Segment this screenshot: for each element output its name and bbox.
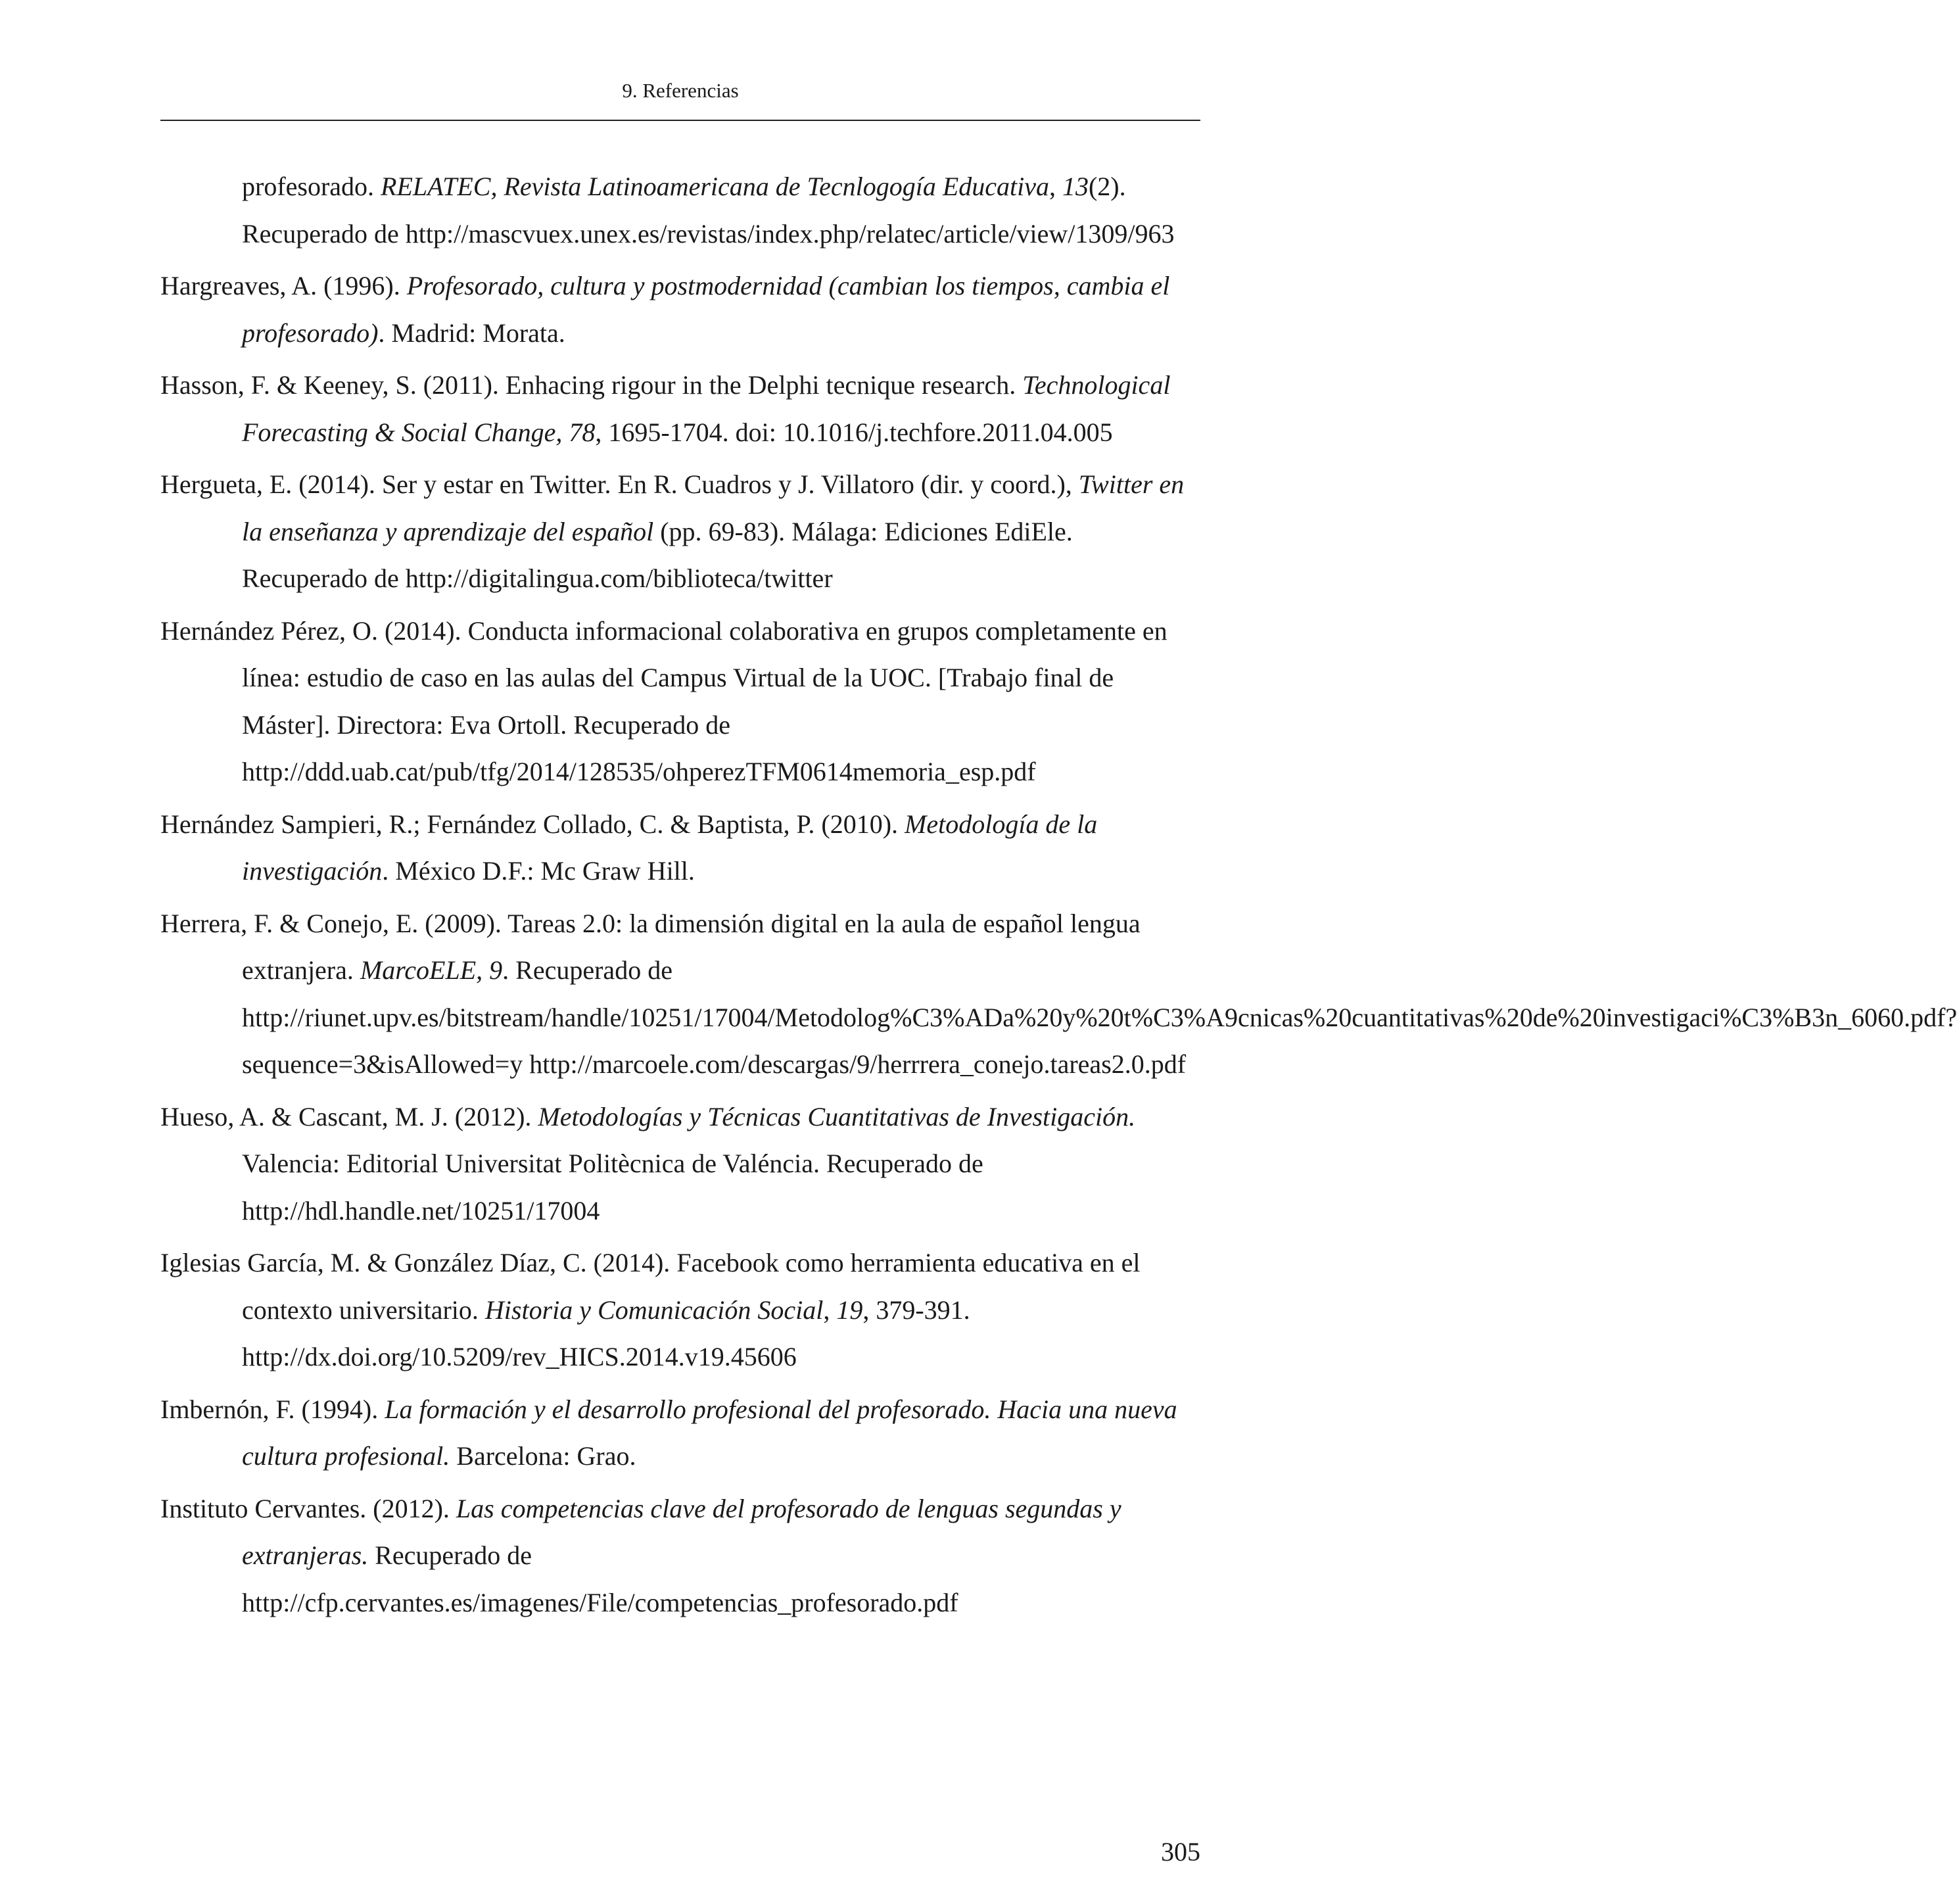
- reference-entry-continued: [160, 163, 1200, 257]
- reference-italic-text: Technological Forecasting & Social Change, 78: [242, 370, 1171, 447]
- reference-italic-text: Metodologías y Técnicas Cuantitativas de Investigación.: [538, 1101, 1136, 1131]
- reference-italic-text: MarcoELE, 9: [360, 955, 503, 985]
- reference-text: Herrera, F. & Conejo, E. (2009). Tareas 2.0: la dimensión digital en la aula de español lengua extranjera.: [160, 908, 1141, 985]
- reference-italic-text: Metodología de la investigación: [242, 809, 1098, 886]
- page-number: 305: [1161, 1837, 1200, 1867]
- reference-text: , 1695-1704. doi: 10.1016/j.techfore.2011.04.005: [595, 417, 1113, 447]
- reference-entry: [160, 900, 1957, 1088]
- reference-entry: [160, 461, 1200, 602]
- reference-text: (2). Recuperado de http://mascvuex.unex.es/revistas/index.php/relatec/article/view/1309/963: [242, 172, 1175, 249]
- reference-italic-text: 13: [1062, 172, 1089, 201]
- reference-text: . Recuperado de http://riunet.upv.es/bitstream/handle/10251/17004/Metodolog%C3%ADa%20y%20t%C3%A9cnicas%20cuantitativas%20de%20investigaci%C3%B3n_6060.pdf?sequence=3&isAllowed=y http://marcoele.com/descargas/9/herrrera_conejo.tareas2.0.pdf: [242, 955, 1957, 1079]
- reference-text: ,: [1049, 172, 1062, 201]
- reference-entry: [160, 607, 1200, 796]
- reference-text: Iglesias García, M. & González Díaz, C. (2014). Facebook como herramienta educativa en el contexto universitario.: [160, 1248, 1141, 1325]
- reference-text: Hueso, A. & Cascant, M. J. (2012).: [160, 1101, 538, 1131]
- reference-text: Valencia: Editorial Universitat Politècnica de Valéncia. Recuperado de http://hdl.handle.net/10251/17004: [242, 1149, 983, 1226]
- reference-italic-text: Las competencias clave del profesorado de lenguas segundas y extranjeras.: [242, 1493, 1121, 1570]
- reference-text: Hernández Pérez, O. (2014). Conducta informacional colaborativa en grupos completamente en línea: estudio de caso en las aulas del Campus Virtual de la UOC. [Trabajo final de Máster]. Directora: Eva Ortoll. Recuperado de http://ddd.uab.cat/pub/tfg/2014/128535/ohperezTFM0614memoria_esp.pdf: [160, 615, 1167, 786]
- reference-text: (pp. 69-83). Málaga: Ediciones EdiEle. Recuperado de http://digitalingua.com/biblioteca/twitter: [242, 516, 1073, 593]
- reference-text: Recuperado de http://cfp.cervantes.es/imagenes/File/competencias_profesorado.pdf: [242, 1540, 958, 1617]
- reference-text: Hargreaves, A. (1996).: [160, 271, 407, 300]
- reference-text: profesorado.: [242, 172, 381, 201]
- reference-text: . México D.F.: Mc Graw Hill.: [382, 856, 695, 886]
- reference-text: . Madrid: Morata.: [378, 318, 565, 348]
- reference-text: ,: [823, 1295, 837, 1325]
- reference-italic-text: Profesorado, cultura y postmodernidad (cambian los tiempos, cambia el profesorado): [242, 271, 1170, 348]
- reference-entry: [160, 1485, 1200, 1627]
- reference-text: Hergueta, E. (2014). Ser y estar en Twitter. En R. Cuadros y J. Villatoro (dir. y coord.),: [160, 469, 1079, 499]
- reference-entry: [160, 262, 1200, 356]
- reference-entry: [160, 801, 1200, 895]
- reference-text: Instituto Cervantes. (2012).: [160, 1493, 456, 1523]
- reference-entry: [160, 1239, 1200, 1381]
- reference-text: Imbernón, F. (1994).: [160, 1394, 385, 1424]
- reference-italic-text: RELATEC, Revista Latinoamericana de Tecnlogogía Educativa: [381, 172, 1049, 201]
- reference-text: Barcelona: Grao.: [450, 1441, 636, 1471]
- reference-italic-text: Historia y Comunicación Social: [484, 1295, 824, 1325]
- reference-text: Hernández Sampieri, R.; Fernández Collado, C. & Baptista, P. (2010).: [160, 809, 905, 839]
- reference-entry: [160, 1386, 1200, 1480]
- reference-italic-text: Twitter en la enseñanza y aprendizaje del español: [242, 469, 1185, 546]
- running-header: 9. Referencias: [622, 79, 739, 102]
- reference-entry: [160, 362, 1200, 456]
- reference-entry: [160, 1093, 1200, 1235]
- header-rule: [160, 120, 1200, 121]
- reference-italic-text: La formación y el desarrollo profesional del profesorado. Hacia una nueva cultura profesional.: [242, 1394, 1177, 1471]
- reference-text: Hasson, F. & Keeney, S. (2011). Enhacing rigour in the Delphi tecnique research.: [160, 370, 1023, 400]
- reference-text: , 379-391. http://dx.doi.org/10.5209/rev_HICS.2014.v19.45606: [242, 1295, 970, 1371]
- reference-list: [160, 163, 1957, 1631]
- reference-italic-text: 19: [836, 1295, 863, 1325]
